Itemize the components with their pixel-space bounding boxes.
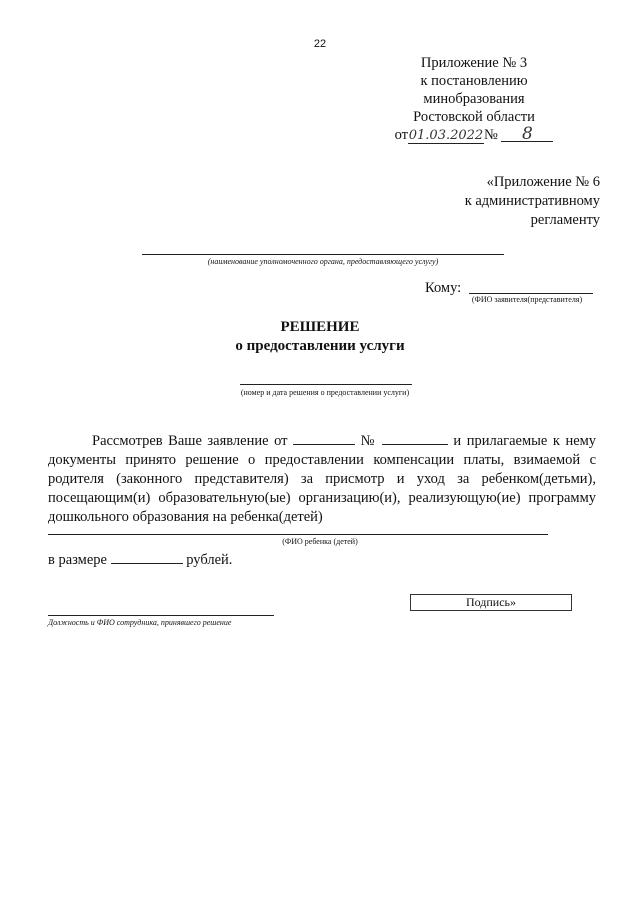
- decree-date-handwritten: 01.03.2022: [408, 128, 484, 143]
- signature-box[interactable]: Подпись»: [410, 594, 572, 611]
- appendix-header-line-3: минобразования: [423, 91, 525, 107]
- appendix-header-line-2: к постановлению: [420, 73, 528, 89]
- recipient-caption: (ФИО заявителя(представителя): [471, 295, 583, 304]
- amount-row: [48, 552, 232, 569]
- authority-caption: (наименование уполномоченного органа, предоставляющего услугу): [207, 257, 439, 266]
- decree-number-sign: №: [483, 127, 498, 143]
- regulation-header-line-3: регламенту: [530, 212, 600, 228]
- child-name-line[interactable]: [48, 534, 548, 535]
- decree-number-handwritten: 8: [501, 127, 553, 142]
- recipient-line: [469, 293, 593, 294]
- appendix-header-line-1: Приложение № 3: [420, 55, 528, 71]
- decision-body: [48, 432, 596, 527]
- body-text-part-2: и прилагаемые к нему документы принято решение о предоставлении компенсации платы, взимаемой с родителя (законного представителя) за присмотр и уход за ребенком(детьми), посещающим(и) образовательную(ые) организацию(и), реализующую(ие) программу дошкольного образования на ребенка(детей): [48, 433, 597, 525]
- page-number: 22: [313, 38, 327, 50]
- child-caption: (ФИО ребенка (детей): [282, 537, 358, 546]
- appendix-header-line-4: Ростовской области: [413, 109, 535, 125]
- document-title-line-2: о предоставлении услуги: [235, 338, 405, 354]
- appendix-header: [376, 54, 572, 144]
- regulation-header-line-1: «Приложение № 6: [486, 174, 600, 190]
- body-text-part-1: Рассмотрев Ваше заявление от: [92, 433, 288, 449]
- amount-prefix: в размере: [48, 552, 107, 568]
- decision-number-line: [240, 384, 412, 385]
- regulation-header-line-2: к административному: [464, 193, 600, 209]
- document-title: [0, 318, 640, 356]
- employee-line[interactable]: [48, 615, 274, 616]
- regulation-header: [400, 173, 600, 230]
- document-title-line-1: РЕШЕНИЕ: [280, 319, 360, 335]
- authority-line: [142, 254, 504, 255]
- body-number-sign: №: [360, 433, 377, 449]
- recipient-label: Кому:: [425, 280, 462, 296]
- decree-reference: [376, 126, 572, 144]
- amount-blank[interactable]: [111, 563, 183, 564]
- employee-caption: Должность и ФИО сотрудника, принявшего решение: [48, 618, 232, 627]
- decree-from-label: от: [394, 127, 408, 143]
- application-number-blank[interactable]: [382, 444, 448, 445]
- amount-suffix: рублей.: [186, 552, 233, 568]
- decision-caption: (номер и дата решения о предоставлении услуги): [240, 388, 410, 397]
- application-date-blank[interactable]: [293, 444, 355, 445]
